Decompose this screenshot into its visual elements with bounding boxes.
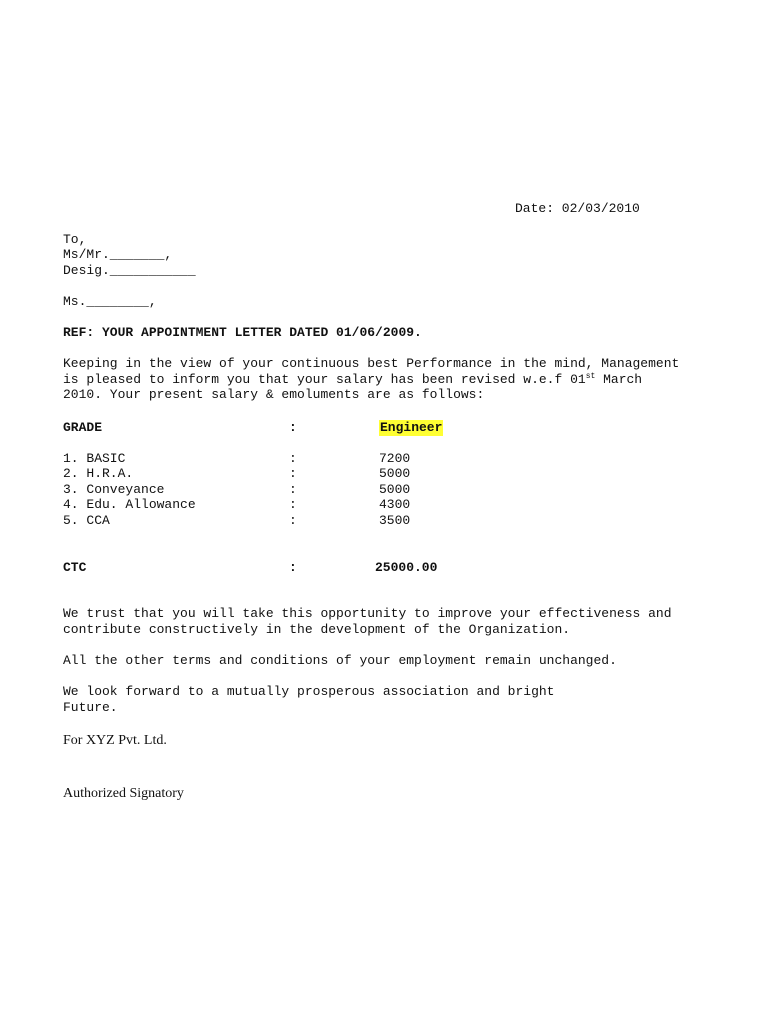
grade-row (63, 420, 523, 436)
salary-item-value: 4300 (379, 497, 411, 512)
terms-paragraph: All the other terms and conditions of your employment remain unchanged. (63, 653, 617, 668)
salary-item-label: 2. H.R.A. (63, 466, 134, 481)
salary-item-value: 5000 (379, 482, 411, 497)
salary-item-label: 4. Edu. Allowance (63, 497, 196, 512)
salary-item-separator: : (289, 451, 297, 466)
salary-item-value: 7200 (379, 451, 411, 466)
company-signoff: For XYZ Pvt. Ltd. (63, 733, 167, 748)
authorized-signatory: Authorized Signatory (63, 786, 184, 801)
salary-row (63, 451, 523, 467)
trust-paragraph-line-1: We trust that you will take this opportunity to improve your effectiveness and (63, 606, 672, 621)
salary-row (63, 482, 523, 498)
letter-date: Date: 02/03/2010 (515, 201, 640, 216)
address-name-line: Ms/Mr._______, (63, 247, 173, 262)
ctc-value: 25000.00 (375, 560, 438, 575)
salary-row (63, 497, 523, 513)
grade-value-highlight: Engineer (380, 420, 443, 435)
salary-item-separator: : (289, 466, 297, 481)
salary-row (63, 466, 523, 482)
intro-line-2-month: March (595, 372, 643, 387)
salary-item-label: 3. Conveyance (63, 482, 165, 497)
salutation: Ms.________, (63, 294, 157, 309)
salary-item-separator: : (289, 497, 297, 512)
address-to: To, (63, 232, 87, 247)
intro-line-2 (63, 372, 642, 388)
salary-item-value: 5000 (379, 466, 411, 481)
forward-paragraph-line-1: We look forward to a mutually prosperous association and bright (63, 684, 555, 699)
intro-line-3: 2010. Your present salary & emoluments are as follows: (63, 387, 485, 402)
salary-item-label: 5. CCA (63, 513, 110, 528)
salary-row (63, 513, 523, 529)
address-desig-line: Desig.___________ (63, 263, 196, 278)
salary-item-value: 3500 (379, 513, 411, 528)
ctc-row (63, 560, 523, 576)
salary-item-separator: : (289, 482, 297, 497)
forward-paragraph-line-2: Future. (63, 700, 118, 715)
reference-line: REF: YOUR APPOINTMENT LETTER DATED 01/06/2009. (63, 325, 422, 340)
intro-line-2-superscript: st (585, 372, 596, 381)
ctc-label: CTC (63, 560, 87, 575)
trust-paragraph-line-2: contribute constructively in the development of the Organization. (63, 622, 571, 637)
intro-line-2-text: is pleased to inform you that your salary has been revised w.e.f 01 (63, 372, 586, 387)
grade-separator: : (289, 420, 297, 435)
grade-label: GRADE (63, 420, 103, 435)
intro-line-1: Keeping in the view of your continuous best Performance in the mind, Management (63, 356, 680, 371)
salary-item-separator: : (289, 513, 297, 528)
ctc-separator: : (289, 560, 297, 575)
salary-item-label: 1. BASIC (63, 451, 126, 466)
